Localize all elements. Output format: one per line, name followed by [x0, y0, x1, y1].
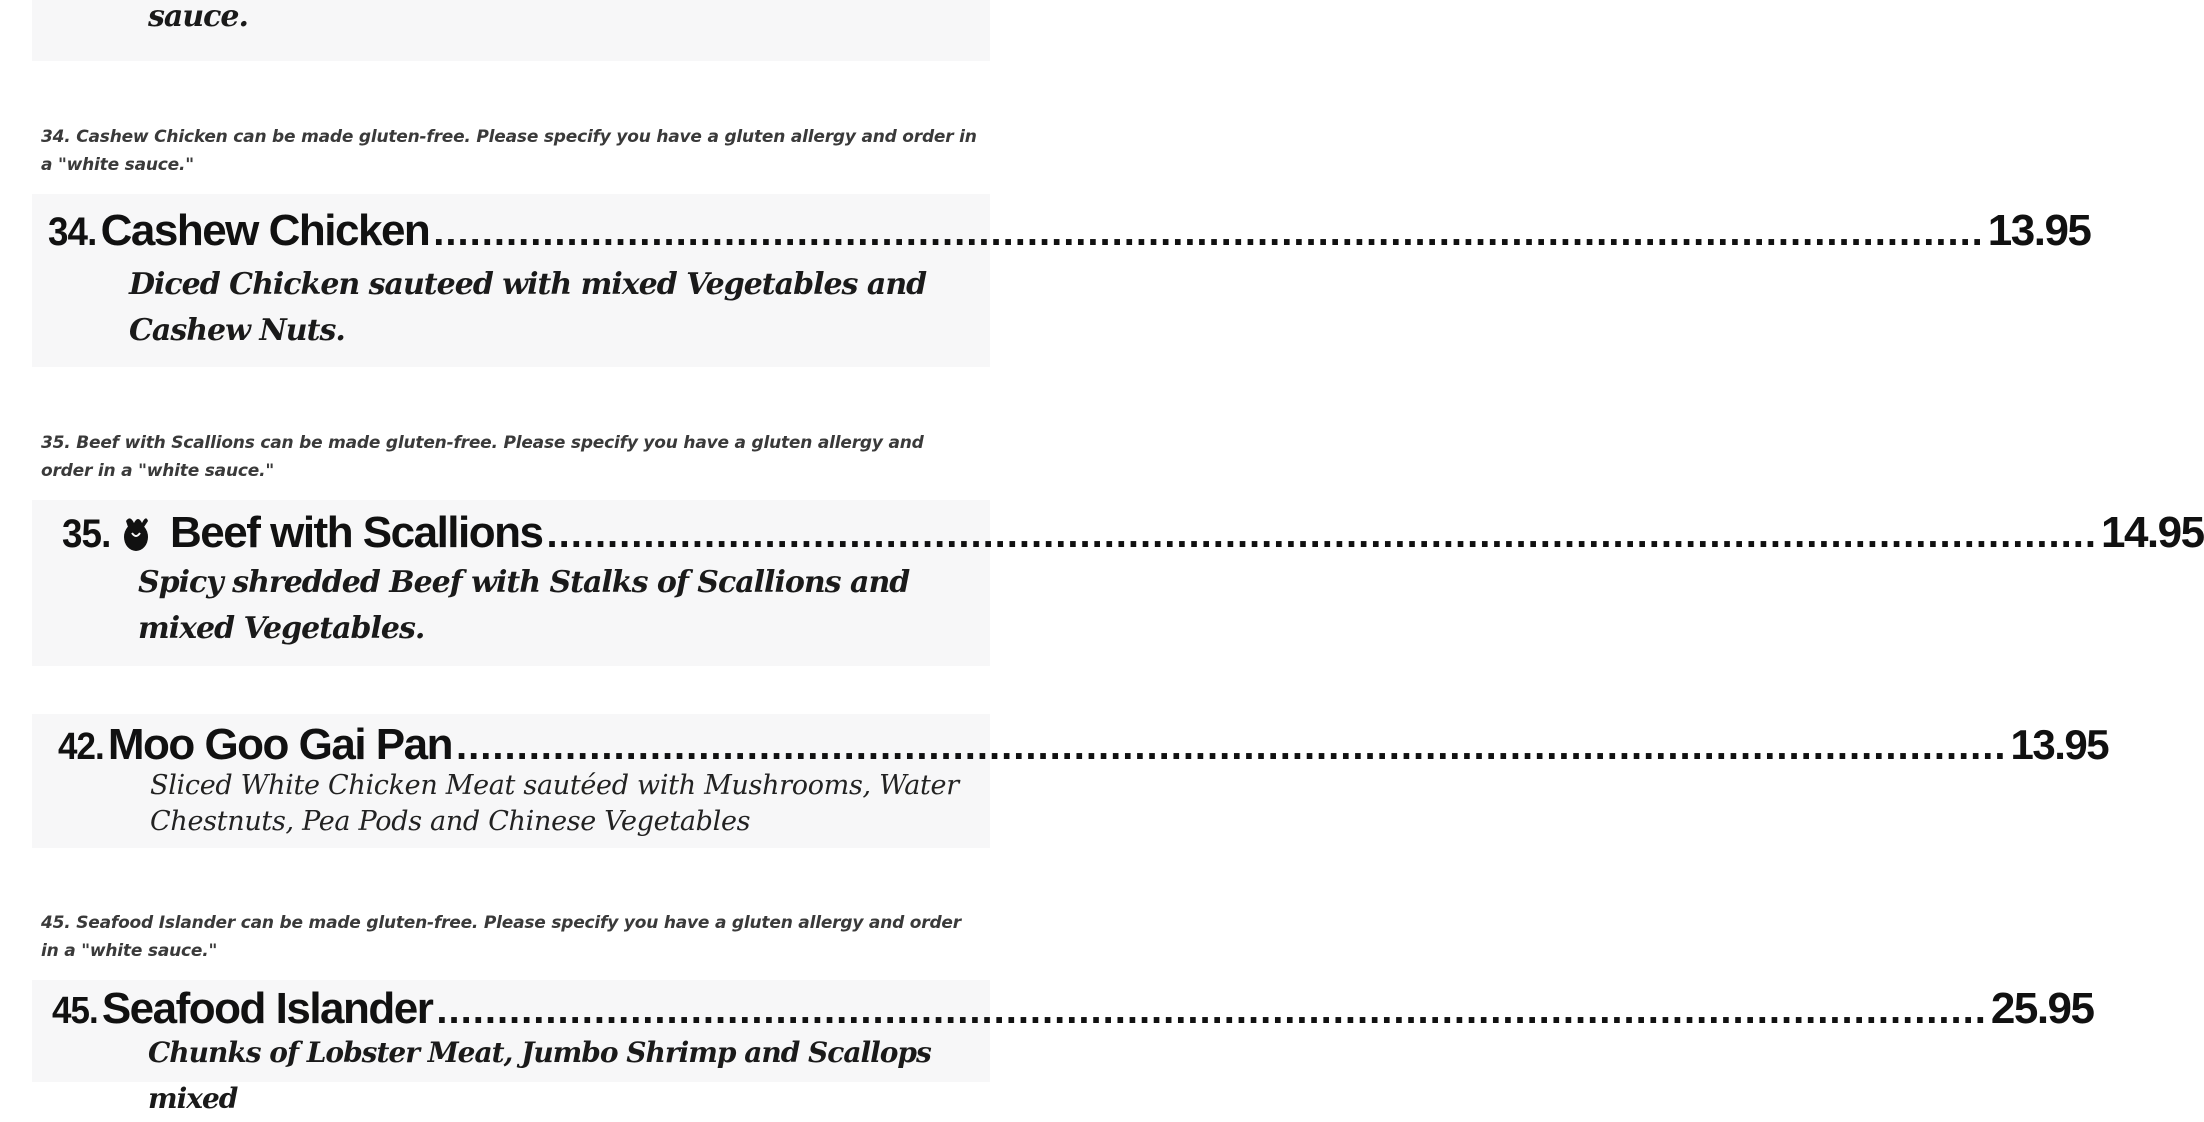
menu-item-panel-42: [32, 714, 2109, 848]
item-number: 35.: [62, 512, 111, 556]
leader-dots: [436, 988, 1987, 1033]
menu-item-panel-34: [32, 194, 2091, 367]
leader-dots: [456, 724, 2007, 769]
item-description-line-2: mixed Vegetables.: [138, 611, 425, 646]
gluten-note-34: 34. Cashew Chicken can be made gluten-free. Please specify you have a gluten allergy and order in a "white sauce.": [41, 127, 977, 175]
menu-item-header: [58, 720, 2109, 770]
item-price: 13.95: [2010, 721, 2109, 768]
item-description-line-2: Chestnuts, Pea Pods and Chinese Vegetables: [150, 806, 751, 837]
menu-item-panel-prev: [32, 0, 990, 61]
item-description-line-1: Chunks of Lobster Meat, Jumbo Shrimp and Scallops mixed: [148, 1036, 931, 1115]
item-name: Beef with Scallions: [170, 508, 543, 557]
menu-item-header: [52, 984, 2094, 1034]
item-price: 14.95: [2100, 508, 2204, 557]
item-name: Cashew Chicken: [100, 206, 430, 255]
gluten-note-45: 45. Seafood Islander can be made gluten-free. Please specify you have a gluten allergy and order in a "white sauce.": [41, 913, 961, 961]
menu-item-header: [62, 508, 2204, 558]
menu-item-panel-35: [32, 500, 2204, 666]
menu-item-panel-45: [32, 980, 2094, 1115]
item-description-line-1: Diced Chicken sauteed with mixed Vegetables and: [129, 267, 927, 302]
item-price: 13.95: [1987, 206, 2091, 255]
item-name: Seafood Islander: [101, 984, 433, 1033]
leader-dots: [546, 512, 2097, 557]
gluten-note-35: 35. Beef with Scallions can be made gluten-free. Please specify you have a gluten allergy and order in a "white sauce.": [41, 433, 924, 481]
prev-item-description: sauce.: [148, 0, 248, 34]
item-number: 42.: [58, 726, 104, 768]
item-name: Moo Goo Gai Pan: [107, 720, 453, 769]
item-number: 45.: [52, 990, 98, 1032]
item-description-line-1: Sliced White Chicken Meat sautéed with Mushrooms, Water: [150, 770, 959, 801]
item-description-line-1: Spicy shredded Beef with Stalks of Scallions and: [138, 565, 910, 600]
menu-item-header: [48, 206, 2091, 256]
item-number: 34.: [48, 210, 97, 254]
leader-dots: [433, 210, 1984, 255]
item-price: 25.95: [1990, 984, 2094, 1033]
hot-pepper-icon: [118, 513, 154, 553]
item-description-line-2: Cashew Nuts.: [129, 313, 345, 348]
